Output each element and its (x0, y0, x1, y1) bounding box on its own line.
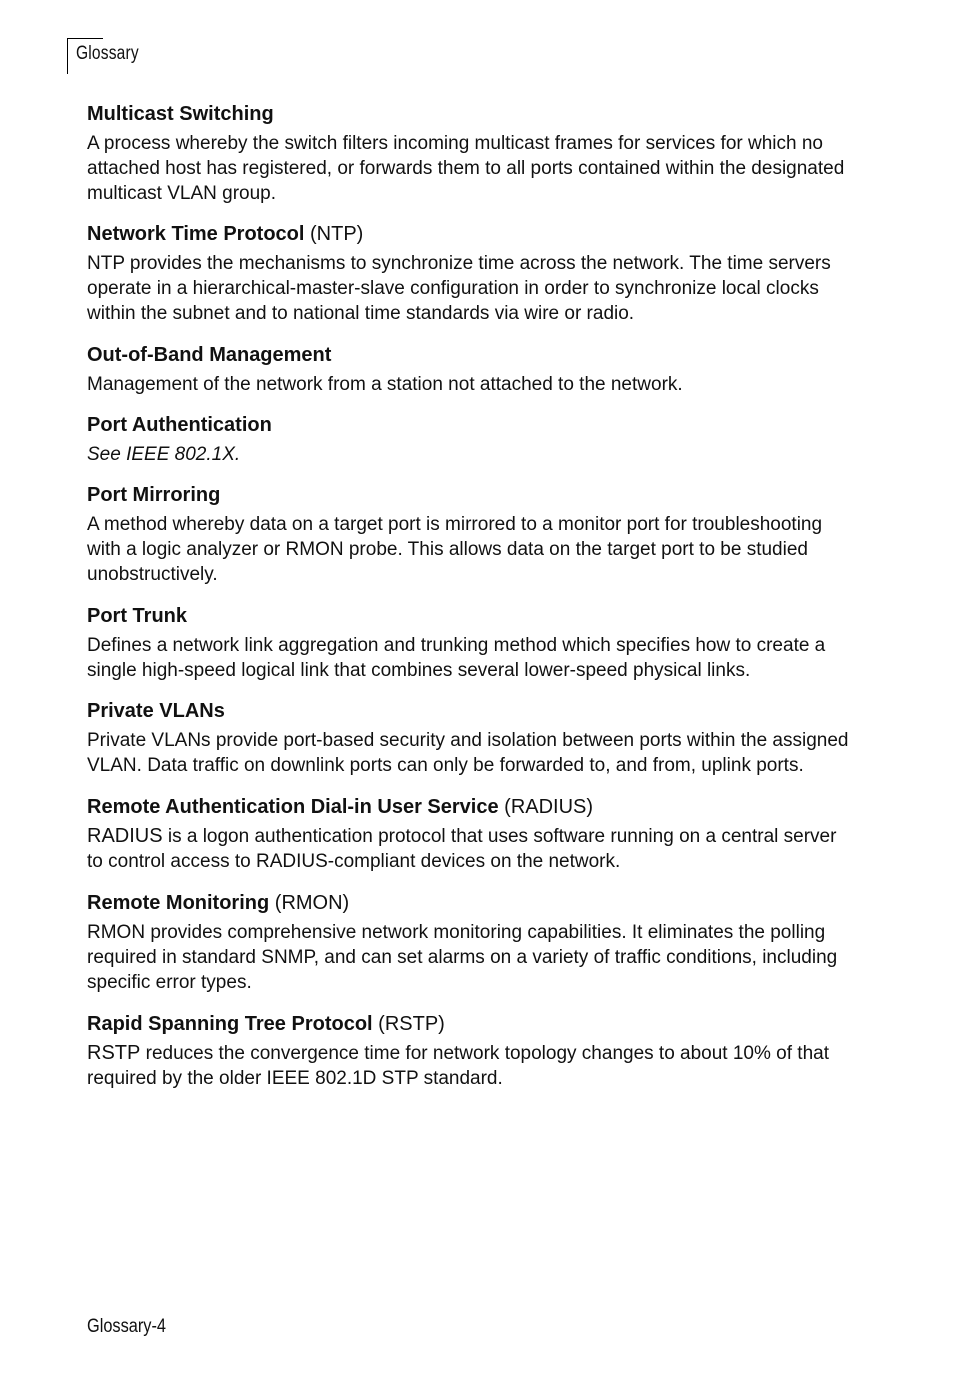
glossary-entry (87, 482, 857, 587)
term-definition (87, 1041, 857, 1091)
term-definition: Management of the network from a station not attached to the network. (87, 374, 683, 395)
glossary-entry (87, 794, 857, 874)
term-name: Private VLANs (87, 700, 225, 722)
term-definition (87, 824, 857, 874)
glossary-entry (87, 698, 857, 778)
term-definition: A method whereby data on a target port is mirrored to a monitor port for troubleshooting with a logic analyzer or RMON probe. This allows data on the target port to be studied unobstructively. (87, 514, 823, 585)
glossary-term (87, 412, 857, 439)
term-abbreviation: (RADIUS) (504, 796, 594, 818)
glossary-entry (87, 101, 857, 206)
term-definition: RMON provides comprehensive network monitoring capabilities. It eliminates the polling required in standard SNMP, and can set alarms on a variety of traffic conditions, including specific error types. (87, 922, 838, 993)
term-name: Port Mirroring (87, 484, 221, 506)
definition-lead-abbreviation: RSTP (87, 1042, 141, 1064)
glossary-entry (87, 603, 857, 683)
glossary-list (87, 101, 857, 1091)
glossary-term (87, 101, 857, 128)
definition-text: reduces the convergence time for network topology changes to about 10% of that required by the older IEEE 802.1D STP standard. (87, 1043, 829, 1089)
term-abbreviation: (RSTP) (378, 1013, 445, 1035)
glossary-entry (87, 890, 857, 995)
term-name: Remote Monitoring (87, 892, 270, 914)
glossary-term (87, 221, 857, 248)
term-definition: Defines a network link aggregation and trunking method which specifies how to create a single high-speed logical link that combines several lower-speed physical links. (87, 635, 826, 681)
page-footer (87, 1316, 166, 1338)
glossary-entry (87, 342, 857, 397)
term-definition: A process whereby the switch filters incoming multicast frames for services for which no attached host has registered, or forwards them to all ports contained within the designated multicast VLAN group. (87, 133, 845, 204)
glossary-term (87, 794, 857, 821)
definition-text: is a logon authentication protocol that uses software running on a central server to control access to RADIUS-compliant devices on the network. (87, 826, 837, 872)
glossary-entry (87, 412, 857, 467)
term-name: Remote Authentication Dial-in User Service (87, 796, 499, 818)
glossary-term (87, 342, 857, 369)
header-section-title: Glossary (76, 43, 139, 64)
glossary-term (87, 698, 857, 725)
term-name: Port Trunk (87, 605, 188, 627)
term-name: Multicast Switching (87, 103, 274, 125)
term-abbreviation: (NTP) (310, 223, 364, 245)
definition-lead-abbreviation: RADIUS (87, 825, 163, 847)
term-name: Network Time Protocol (87, 223, 305, 245)
page-number: Glossary-4 (87, 1316, 166, 1337)
term-definition: Private VLANs provide port-based security and isolation between ports within the assigned VLAN. Data traffic on downlink ports can only be forwarded to, and from, uplink ports. (87, 730, 849, 776)
term-definition: NTP provides the mechanisms to synchronize time across the network. The time servers operate in a hierarchical-master-slave configuration in order to synchronize local clocks within the subnet and to national time standards via wire or radio. (87, 253, 831, 324)
see-also-reference: See IEEE 802.1X. (87, 444, 241, 465)
glossary-term (87, 890, 857, 917)
term-abbreviation: (RMON) (274, 892, 350, 914)
glossary-entry (87, 221, 857, 326)
glossary-term (87, 482, 857, 509)
glossary-term (87, 1011, 857, 1038)
glossary-entry (87, 1011, 857, 1091)
running-header (67, 38, 139, 74)
term-name: Port Authentication (87, 414, 272, 436)
term-name: Out-of-Band Management (87, 344, 332, 366)
glossary-term (87, 603, 857, 630)
term-name: Rapid Spanning Tree Protocol (87, 1013, 373, 1035)
